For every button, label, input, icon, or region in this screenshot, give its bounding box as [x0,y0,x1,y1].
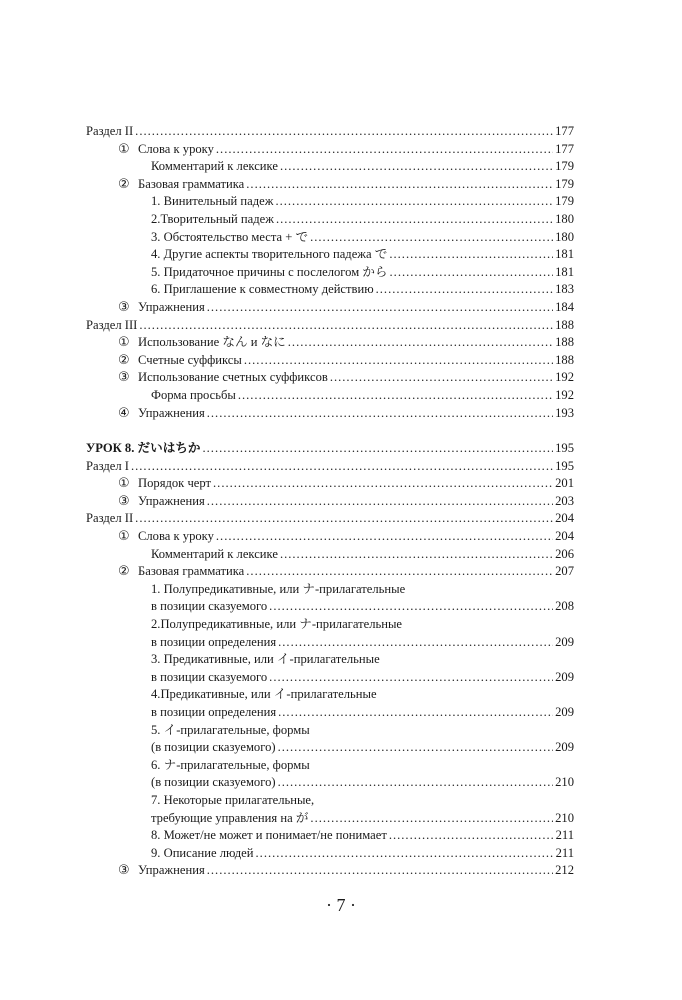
circled-number-marker: ① [118,141,130,157]
toc-entry [86,281,574,299]
toc-entry [86,123,574,141]
dot-leader [278,739,554,757]
toc-entry [86,827,574,845]
dot-leader [330,369,553,387]
toc-entry-title: Упражнения [138,493,205,508]
dot-leader [288,334,553,352]
toc-entry-title: Упражнения [138,299,205,314]
toc-entry-page: 209 [555,705,574,719]
toc-entry-page: 192 [555,387,574,402]
circled-number-marker: ② [118,352,130,368]
toc-entry-title: в позиции сказуемого [151,669,268,684]
toc-entry-page: 211 [555,828,574,843]
toc-entry-page: 184 [555,299,574,314]
toc-entry-title: Комментарий к лексике [151,159,278,174]
dot-leader [216,528,553,546]
circled-number-marker: ③ [118,299,130,315]
toc-entry [86,739,574,757]
toc-entry [86,581,574,599]
toc-entry-page: 181 [555,264,574,279]
dot-leader [207,862,553,880]
toc-entry-title: 4.Предикативные, или イ-прилагательные [151,687,377,702]
dot-leader [390,264,554,282]
toc-entry-page: 204 [555,511,574,526]
toc-entry [86,862,574,880]
toc-entry-title: Счетные суффиксы [138,352,242,367]
toc-entry-title: 6. ナ-прилагательные, формы [151,757,310,772]
dot-leader [278,704,553,722]
toc-entry-page: 209 [555,669,574,684]
toc-entry-title: 3. Обстоятельство места + で [151,229,309,244]
toc-entry-title: 2.Творительный падеж [151,211,274,226]
dot-leader [310,810,553,828]
dot-leader [269,598,553,616]
dot-leader [310,229,553,247]
toc-entry [86,616,574,634]
toc-entry [86,317,574,335]
toc-entry-title: 5. イ-прилагательные, формы [151,722,310,737]
toc-entry-title: Раздел II [86,124,134,138]
toc-entry [86,686,574,704]
dot-leader [246,176,553,194]
toc-entry [86,546,574,564]
dot-leader [278,774,554,792]
toc-entry-title: 3. Предикативные, или イ-прилагательные [151,652,380,667]
toc-group-lesson8 [86,440,574,880]
toc-entry-page: 188 [555,317,574,332]
toc-entry-title: Раздел I [86,458,129,473]
toc-entry-title: (в позиции сказуемого) [151,775,276,790]
toc-entry-title: 4. Другие аспекты творительного падежа で [151,247,388,262]
toc-entry-title: в позиции определения [151,634,277,649]
toc-entry [86,440,574,458]
toc-group-lesson7-continued [86,123,574,422]
dot-leader [203,440,554,458]
dot-leader [238,387,553,405]
circled-number-marker: ② [118,176,130,192]
toc-entry [86,299,574,317]
toc-entry-page: 188 [555,352,574,367]
toc-entry-page: 207 [555,564,574,579]
dot-leader [389,827,554,845]
toc-entry-title: Использование なん и なに [138,335,286,350]
toc-entry-title: Использование счетных суффиксов [138,370,328,385]
toc-entry-title: Базовая грамматика [138,176,245,191]
dot-leader [278,634,553,652]
toc-entry-page: 195 [555,458,574,473]
section-gap [86,422,574,440]
toc-entry [86,475,574,493]
toc-entry [86,493,574,511]
toc-entry [86,264,574,282]
dot-leader [280,546,553,564]
toc-entry-title: 9. Описание людей [151,845,254,860]
toc-entry-page: 188 [555,335,574,350]
page-number: · 7 · [326,895,356,915]
toc-entry [86,563,574,581]
toc-entry [86,704,574,722]
toc-entry [86,352,574,370]
toc-entry-page: 209 [555,634,574,649]
toc-entry [86,141,574,159]
toc-entry-page: 201 [555,476,574,491]
circled-number-marker: ① [118,335,130,351]
toc-entry [86,845,574,863]
dot-leader [131,458,553,476]
toc-entry-page: 209 [555,740,574,755]
toc-entry-title: Упражнения [138,405,205,420]
dot-leader [256,845,554,863]
toc-entry [86,176,574,194]
toc-entry-title: в позиции определения [151,705,277,719]
toc-entry-page: 195 [555,441,574,456]
toc-entry-title: требующие управления на が [151,810,309,825]
toc-entry-page: 180 [555,211,574,226]
dot-leader [276,211,553,229]
toc-entry [86,211,574,229]
toc-entry [86,669,574,687]
dot-leader [207,405,553,423]
toc-entry-title: Упражнения [138,863,205,878]
toc-entry-title: 1. Винительный падеж [151,194,274,209]
toc-entry-page: 179 [555,159,574,174]
toc-entry [86,246,574,264]
toc-entry-title: Раздел III [86,317,138,332]
toc-entry-title: 5. Придаточное причины с послелогом から [151,264,388,279]
dot-leader [139,317,553,335]
toc-entry-title: 8. Может/не может и понимает/не понимает [151,828,387,843]
toc-entry [86,722,574,740]
dot-leader [135,123,553,141]
toc-entry [86,193,574,211]
toc-entry-page: 208 [555,599,574,614]
dot-leader [207,299,553,317]
toc-entry-page: 211 [555,845,574,860]
toc-entry [86,598,574,616]
toc-entry-page: 210 [555,810,574,825]
toc-entry [86,229,574,247]
toc-entry-page: 204 [555,529,574,544]
toc-entry [86,528,574,546]
toc-entry [86,458,574,476]
dot-leader [207,493,553,511]
toc-entry-title: 7. Некоторые прилагательные, [151,792,315,807]
toc-entry-title: Комментарий к лексике [151,546,278,561]
toc-entry-page: 203 [555,493,574,508]
circled-number-marker: ② [118,564,130,580]
toc-entry [86,387,574,405]
toc-entry-page: 179 [555,176,574,191]
toc-entry-title: Раздел II [86,511,134,526]
toc-entry-page: 179 [555,194,574,209]
toc-entry [86,510,574,528]
toc-entry-title: 2.Полупредикативные, или ナ-прилагательные [151,617,403,632]
toc-entry-title: Форма просьбы [151,387,236,402]
dot-leader [280,158,553,176]
toc-entry [86,405,574,423]
toc-entry-title: в позиции сказуемого [151,599,268,614]
toc-entry-page: 177 [555,124,574,138]
toc-entry [86,757,574,775]
toc-entry-page: 177 [555,141,574,156]
dot-leader [389,246,553,264]
toc-entry-title: (в позиции сказуемого) [151,740,276,755]
toc-entry-page: 210 [555,775,574,790]
toc-entry [86,792,574,810]
circled-number-marker: ③ [118,493,130,509]
circled-number-marker: ④ [118,405,130,421]
table-of-contents [86,123,574,880]
toc-entry [86,774,574,792]
toc-entry-title: 1. Полупредикативные, или ナ-прилагательные [151,581,406,596]
dot-leader [376,281,553,299]
toc-entry [86,369,574,387]
toc-entry-page: 212 [555,863,574,878]
toc-entry-page: 193 [555,405,574,420]
dot-leader [275,193,553,211]
toc-entry-page: 192 [555,370,574,385]
toc-entry-title: Базовая грамматика [138,564,245,579]
toc-entry-page: 206 [555,546,574,561]
toc-entry-title: 6. Приглашение к совместному действию [151,282,374,297]
toc-entry-title: Порядок черт [138,476,212,491]
dot-leader [216,141,553,159]
toc-entry-page: 183 [555,282,574,297]
toc-entry-page: 181 [555,247,574,262]
toc-entry [86,158,574,176]
toc-entry-title: Слова к уроку [138,141,214,156]
toc-entry-title: УРОК 8. だいはちか [86,441,201,456]
dot-leader [244,352,553,370]
toc-entry [86,634,574,652]
dot-leader [213,475,553,493]
circled-number-marker: ① [118,476,130,492]
toc-entry-title: Слова к уроку [138,529,214,544]
dot-leader [269,669,553,687]
toc-entry [86,651,574,669]
circled-number-marker: ③ [118,370,130,386]
circled-number-marker: ③ [118,863,130,879]
dot-leader [135,510,553,528]
circled-number-marker: ① [118,529,130,545]
toc-entry [86,334,574,352]
toc-entry-page: 180 [555,229,574,244]
toc-entry [86,810,574,828]
dot-leader [246,563,553,581]
